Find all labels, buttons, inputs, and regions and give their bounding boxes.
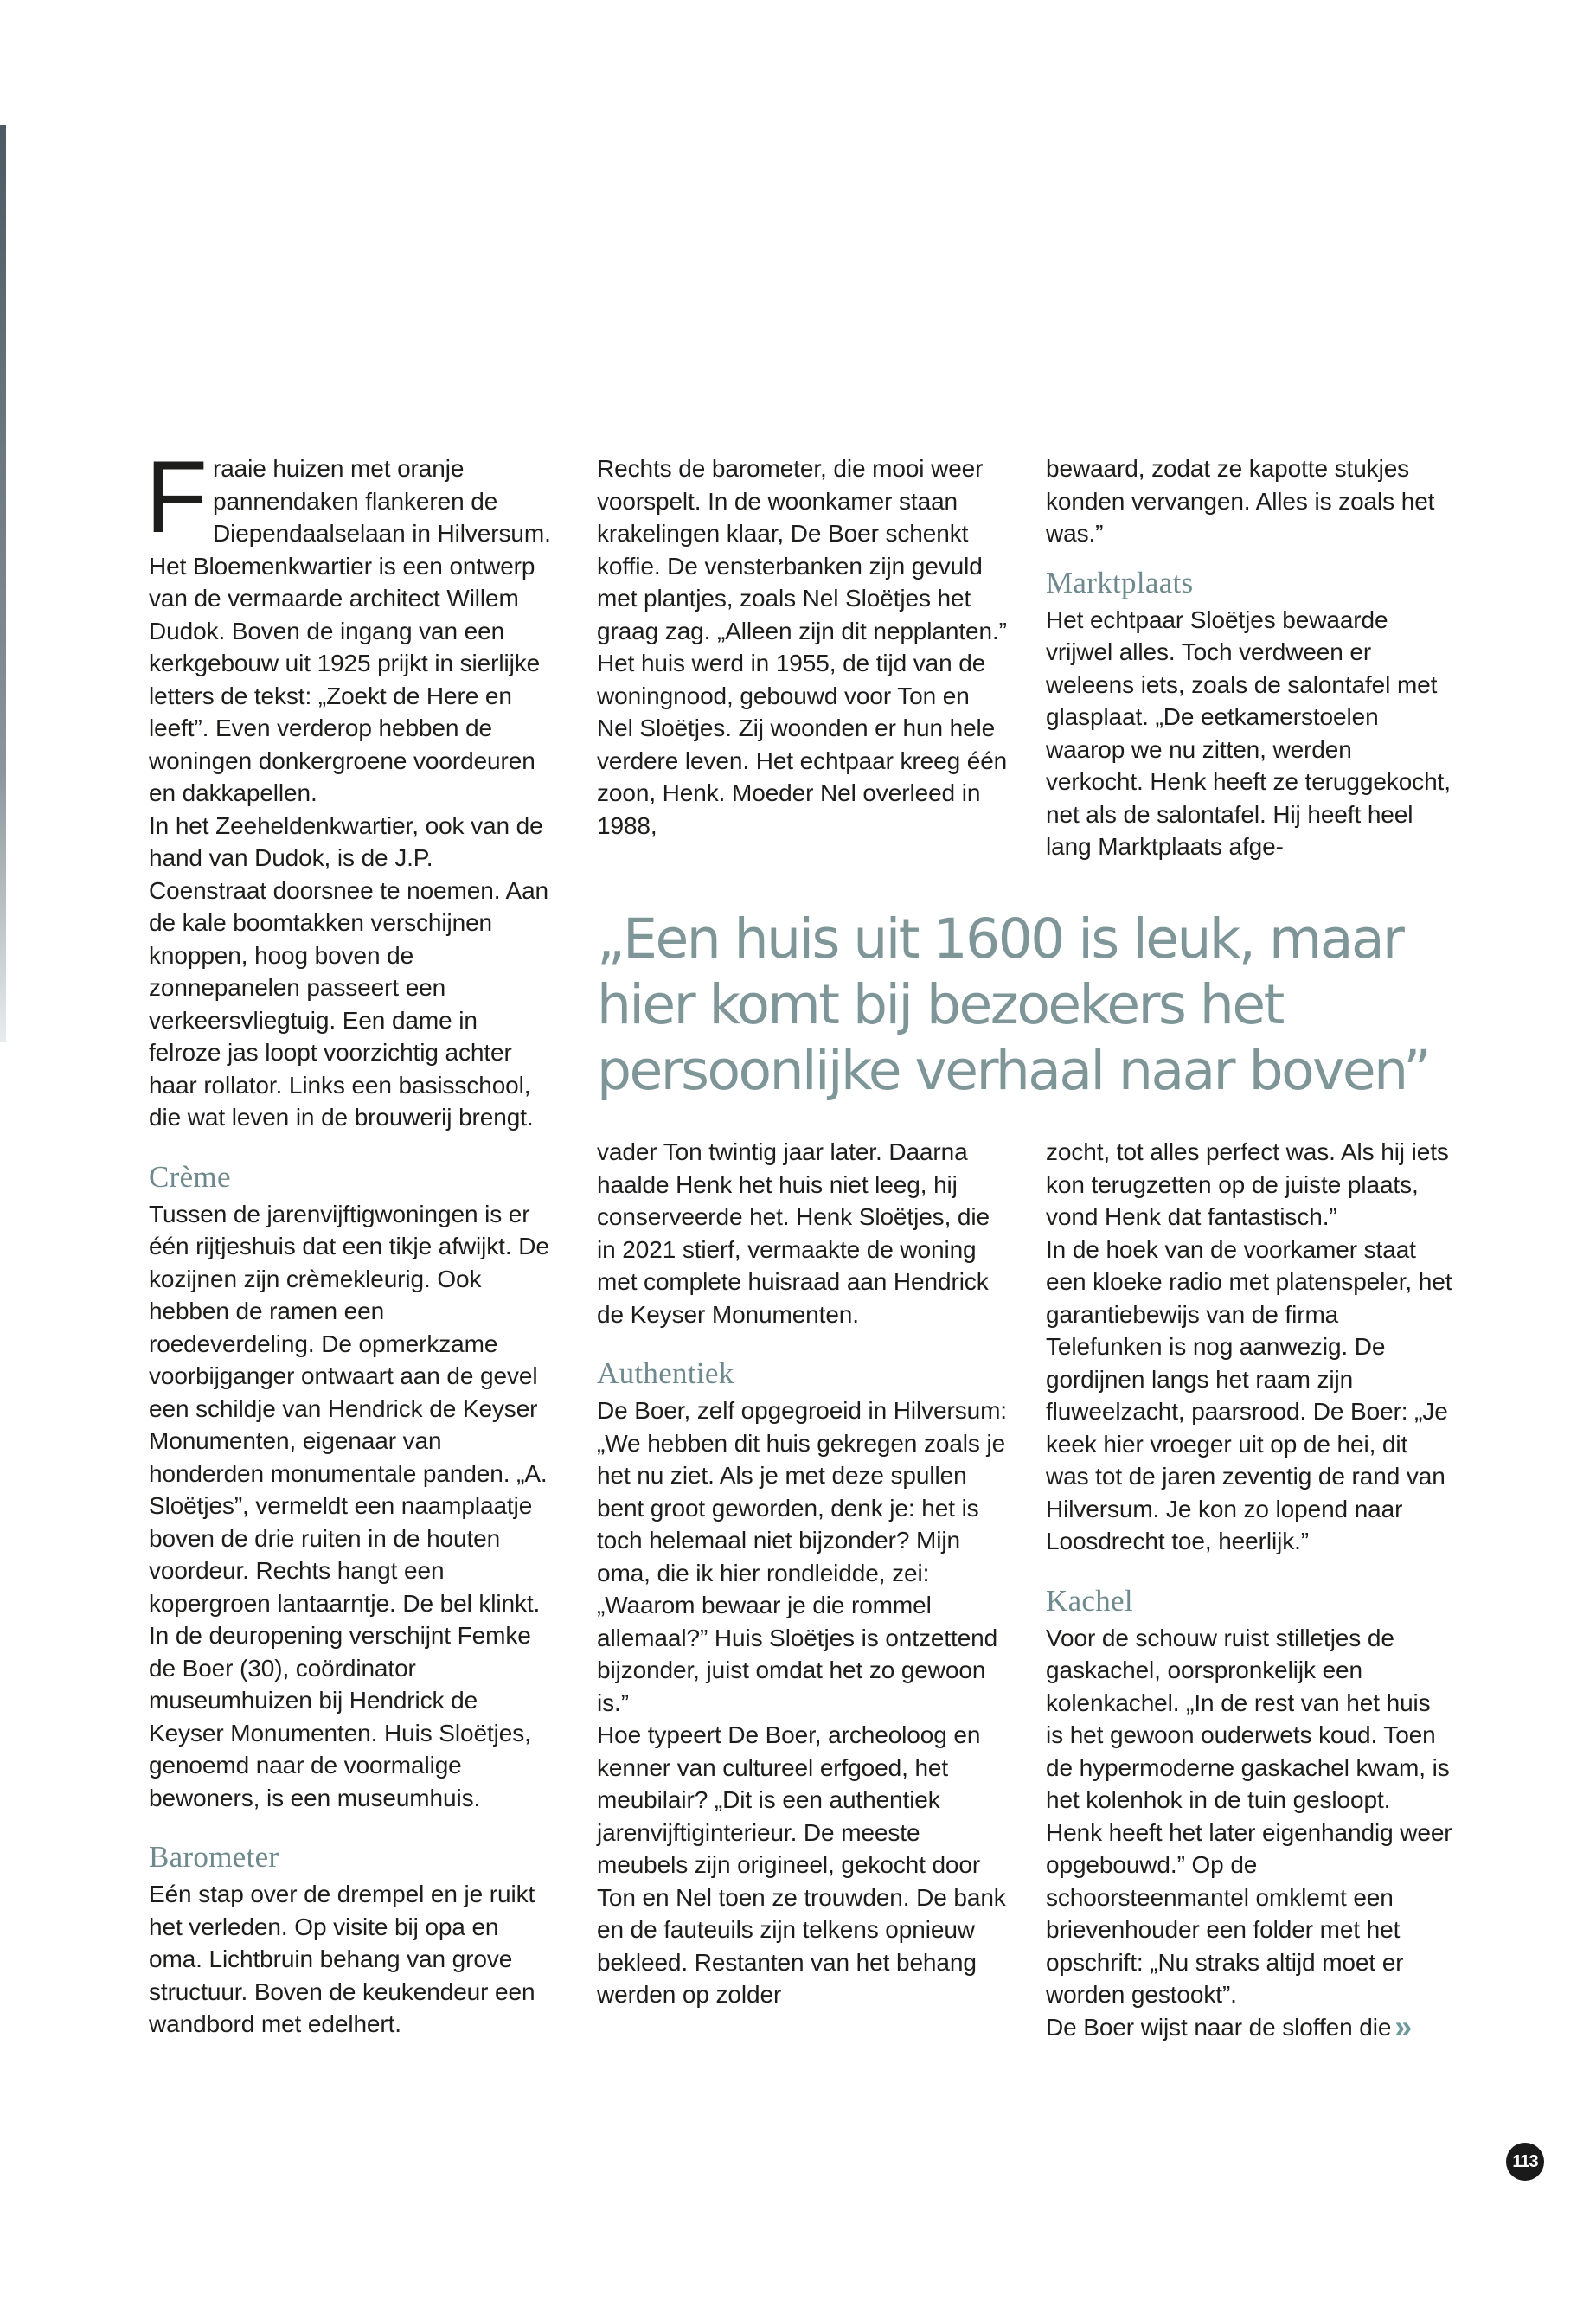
continue-arrow-icon: »: [1394, 2008, 1404, 2044]
paragraph: vader Ton twintig jaar later. Daarna haalde Henk het huis niet leeg, hij conserveerde het. Henk Sloëtjes, die in 2021 stierf, vermaakte de woning met complete huisraad aan Hendrick de Keyser Monumenten.: [597, 1138, 990, 1328]
subheading-barometer: Barometer: [149, 1840, 279, 1874]
paragraph-continued: De Boer wijst naar de sloffen die »: [1046, 2008, 1404, 2044]
paragraph: In het Zeeheldenkwartier, ook van de hand van Dudok, is de J.P. Coenstraat doorsnee te noemen. Aan de kale boomtakken verschijnen knoppen, hoog boven de zonnepanelen passeert een verkeersvliegtuig. Een dame in felroze jas loopt voorzichtig achter haar rollator. Links een basisschool, die wat leven in de brouwerij brengt.: [149, 811, 549, 1131]
paragraph: zocht, tot alles perfect was. Als hij iets kon terugzetten op de juiste plaats, vond Henk dat fantastisch.”: [1046, 1138, 1449, 1230]
subheading-marktplaats: Marktplaats: [1046, 565, 1194, 599]
paragraph: Tussen de jarenvijftigwoningen is er één rijtjeshuis dat een tikje afwijkt. De kozijnen zijn crèmekleurig. Ook hebben de ramen een roedeverdeling. De opmerkzame voorbijganger ontwaart aan de gevel een schildje van Hendrick de Keyser Monumenten, eigenaar van honderden monumentale panden. „A. Sloëtjes”, vermeldt een naamplaatje boven de drie ruiten in de houten voordeur. Rechts hangt een kopergroen lantaarntje. De bel klinkt. In de deuropening verschijnt Femke de Boer (30), coördinator museumhuizen bij Hendrick de Keyser Monumenten. Huis Sloëtjes, genoemd naar de voormalige bewoners, is een museumhuis.: [149, 1200, 549, 1811]
article-column-4: [597, 1136, 1010, 2011]
subheading-kachel: Kachel: [1046, 1583, 1133, 1618]
paragraph: Voor de schouw ruist stilletjes de gaskachel, oorspronkelijk een kolenkachel. „In de rest van het huis is het gewoon ouderwets koud. Toen de hypermoderne gaskachel kwam, is het kolenhok in de tuin gesloopt. Henk heeft het later eigenhandig weer opgebouwd.” Op de schoorsteenmantel omklemt een brievenhouder een folder met het opschrift: „Nu straks altijd moet er worden gestookt”.: [1046, 1624, 1452, 2008]
paragraph: Hoe typeert De Boer, archeoloog en kenner van cultureel erfgoed, het meubilair? „Dit is een authentiek jarenvijftiginterieur. De meeste meubels zijn origineel, gekocht door Ton en Nel toen ze trouwden. De bank en de fauteuils zijn telkens opnieuw bekleed. Restanten van het behang werden op zolder: [597, 1721, 1006, 2008]
page-number-badge: 113: [1506, 2143, 1544, 2181]
paragraph: bewaard, zodat ze kapotte stukjes konden vervangen. Alles is zoals het was.”: [1046, 455, 1435, 547]
page-edge-rule: [0, 125, 6, 1042]
drop-cap: F: [145, 440, 208, 554]
article-column-1: [145, 440, 554, 2041]
subheading-creme: Crème: [149, 1159, 231, 1194]
article-column-5: [1046, 1136, 1452, 2043]
article-column-3: [1046, 452, 1452, 863]
intro-paragraph: Fraaie huizen met oranje pannendaken flankeren de Diependaalselaan in Hilversum. Het Bloemenkwartier is een ontwerp van de vermaarde architect Willem Dudok. Boven de ingang van een kerkgebouw uit 1925 prijkt in sierlijke letters de tekst: „Zoekt de Here en leeft”. Even verderop hebben de woningen donkergroene voordeuren en dakkapellen.: [145, 440, 551, 806]
pull-quote: „Een huis uit 1600 is leuk, maar hier komt bij bezoekers het persoonlijke verhaal naar boven”: [597, 907, 1430, 1102]
paragraph: De Boer, zelf opgegroeid in Hilversum: „We hebben dit huis gekregen zoals je het nu ziet. Als je met deze spullen bent groot geworden, denk je: het is toch helemaal niet bijzonder? Mijn oma, die ik hier rondleidde, zei: „Waarom bewaar je die rommel allemaal?” Huis Sloëtjes is ontzettend bijzonder, juist omdat het zo gewoon is.”: [597, 1397, 1007, 1716]
article-column-2: [597, 452, 1010, 842]
paragraph: Het huis werd in 1955, de tijd van de woningnood, gebouwd voor Ton en Nel Sloëtjes. Zij woonden er hun hele verdere leven. Het echtpaar kreeg één zoon, Henk. Moeder Nel overleed in 1988,: [597, 650, 1008, 839]
paragraph: Rechts de barometer, die mooi weer voorspelt. In de woonkamer staan krakelingen klaar, De Boer schenkt koffie. De vensterbanken zijn gevuld met plantjes, zoals Nel Sloëtjes het graag zag. „Alleen zijn dit nepplanten.”: [597, 455, 1007, 644]
paragraph: Het echtpaar Sloëtjes bewaarde vrijwel alles. Toch verdween er weleens iets, zoals de salontafel met glasplaat. „De eetkamerstoelen waarop we nu zitten, werden verkocht. Henk heeft ze teruggekocht, net als de salontafel. Hij heeft heel lang Marktplaats afge-: [1046, 606, 1451, 860]
paragraph: Eén stap over de drempel en je ruikt het verleden. Op visite bij opa en oma. Lichtbruin behang van grove structuur. Boven de keukendeur een wandbord met edelhert.: [149, 1881, 535, 2037]
subheading-authentiek: Authentiek: [597, 1356, 734, 1390]
paragraph: In de hoek van de voorkamer staat een kloeke radio met platenspeler, het garantiebewijs van de firma Telefunken is nog aanwezig. De gordijnen langs het raam zijn fluweelzacht, paarsrood. De Boer: „Je keek hier vroeger uit op de hei, dit was tot de jaren zeventig de rand van Hilversum. Je kon zo lopend naar Loosdrecht toe, heerlijk.”: [1046, 1235, 1452, 1554]
